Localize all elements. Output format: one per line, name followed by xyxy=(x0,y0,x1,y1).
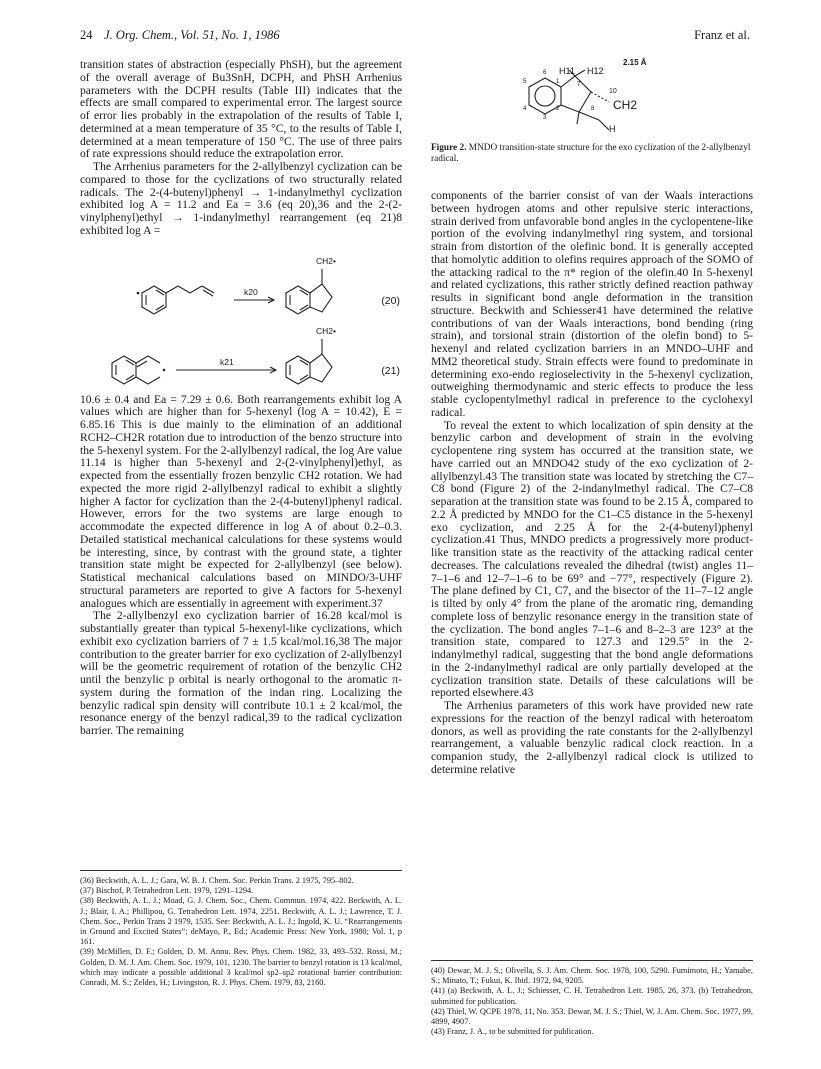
figure-atom-4: 4 xyxy=(523,106,527,112)
footnote-42: (42) Thiel, W. QCPE 1978, 11, No. 353. Dewar, M. J. S.; Thiel, W. J. Am. Chem. Soc. 1977, 99, 4899, 4907. xyxy=(431,1006,753,1027)
figure-2-caption xyxy=(431,143,753,165)
figure-atom-8: 8 xyxy=(591,106,595,112)
right-paragraph-3: The Arrhenius parameters of this work have provided new rate expressions for the reaction of the benzyl radical with heteroatom donors, as well as providing the rate constants for the 2-allylbenzyl rearrangement, a valuable benzylic radical clock reaction. In a companion study, the 2-allylbenzyl radical clock is utilized to determine relative xyxy=(431,699,753,776)
footnote-divider-right xyxy=(431,960,753,961)
footnote-36: (36) Beckwith, A. L. J.; Gara, W. B. J. Chem. Soc. Perkin Trans. 2 1975, 795–802. xyxy=(80,876,354,885)
footnote-37: (37) Bischof, P. Tetrahedron Lett. 1979, 1291–1294. xyxy=(80,886,254,896)
figure-h-label: H xyxy=(609,124,616,134)
footnote-41: (41) (a) Beckwith, A. L. J.; Schiesser, C. H. Tetrahedron Lett. 1985, 26, 373. (b) Tetrahedron, submitted for publication. xyxy=(431,986,753,1006)
running-header xyxy=(80,28,750,46)
ch2-radical-label-21: CH2• xyxy=(316,325,336,336)
figure-caption-text: MNDO transition-state structure for the exo cyclization of the 2-allylbenzyl radical. xyxy=(431,143,751,164)
figure-atom-6: 6 xyxy=(543,70,547,76)
figure-atom-7: 7 xyxy=(577,82,581,88)
running-authors: Franz et al. xyxy=(694,28,750,42)
equation-20-number: (20) xyxy=(381,294,400,307)
footnote-divider-left xyxy=(80,870,402,871)
footnote-40: (40) Dewar, M. J. S.; Olivella, S. J. Am. Chem. Soc. 1978, 100, 5290. Fumimoto, H.; Yamabe, S.; Minato, T.; Fukui, K. Ibid. 1972, 94, 9205. xyxy=(431,966,753,986)
rate-constant-k20: k20 xyxy=(244,286,258,297)
left-column xyxy=(80,59,402,738)
figure-2 xyxy=(505,58,675,150)
equation-21-number: (21) xyxy=(381,364,400,377)
reaction-scheme-drawing xyxy=(80,242,402,392)
journal-citation: J. Org. Chem., Vol. 51, No. 1, 1986 xyxy=(104,28,280,42)
reaction-scheme xyxy=(80,242,402,392)
right-paragraph-2: To reveal the extent to which localization of spin density at the benzylic carbon and development of strain in the evolving cyclopentene ring system has occurred at the transition state, we have carried out an MNDO42 study of the exo cyclization of 2-allylbenzyl.43 The transition state was located by stretching the C7–C8 bond (Figure 2) of the 2-indanylmethyl radical. The C7–C8 separation at the transition state was found to be 2.15 Å, compared to 2.2 Å predicted by MNDO for the C1–C5 distance in the 5-hexenyl exo cyclization, and 2.25 Å for the 2-(4-butenyl)phenyl cyclization.41 Thus, MNDO predicts a progressively more product-like transition state as the reactivity of the attacking radical center decreases. The calculations revealed the dihedral (twist) angles 11–7–1–6 and 12–7–1–6 to be 69° and −77°, respectively (Figure 2). The plane defined by C1, C7, and the bisector of the 11–7–12 angle is tilted by only 4° from the plane of the aromatic ring, demanding complete loss of benzylic resonance energy in the transition state of the cyclization. The bond angles 7–1–6 and 8–2–3 are 123° at the transition state, compared to 127.3 and 129.5° in the 2-indanylmethyl radical, suggesting that the bond angle deformations in the 2-indanylmethyl radical are only partially developed at the cyclization transition state. Details of these calculations will be reported elsewhere.43 xyxy=(431,418,753,700)
figure-h12-label: H12 xyxy=(587,66,604,76)
rate-constant-k21: k21 xyxy=(220,356,234,367)
footnotes-right xyxy=(431,966,753,1037)
right-paragraph-1: components of the barrier consist of van der Waals interactions between hydrogen atoms and other repulsive steric interactions, strain derived from unfavorable bond angles in the cyclopentene-like portion of the evolving indanylmethyl ring system, and torsional strain from distortion of the olefinic bond. It is generally accepted that homolytic addition to olefins requires approach of the SOMO of the attacking radical to the π* region of the olefin.40 In 5-hexenyl and related cyclizations, this rather strictly defined reaction pathway results in significant bond angle deformation in the transition structure. Beckwith and Schiesser41 have determined the relative contributions of van der Waals interactions, bond bending (ring strain), and torsional strain (distortion of the olefin bond) to 5-hexenyl and related cyclization barriers in an MNDO–UHF and MM2 theoretical study. Strain effects were found to predominate in determining exo-endo regioselectivity in the 5-hexenyl cyclization, outweighing thermodynamic and steric effects to produce the less stable cyclopentylmethyl radical in preference to the cyclohexyl radical. xyxy=(431,189,753,419)
footnote-39: (39) McMillen, D. F.; Golden, D. M. Annu. Rev. Phys. Chem. 1982, 33, 493–532. Rossi, M.; Golden, D. M. J. Am. Chem. Soc. 1979, 101, 1230. The barrier to benzyl rotation is 13 kcal/mol, which may indicate a possible additional 3 kcal/mol sp2–sp2 rotational barrier contribution: Conradi, M. S.; Zeldes, H.; Livingston, R. J. Phys. Chem. 1979, 83, 2160. xyxy=(80,947,402,988)
figure-h11-label: H11 xyxy=(559,66,575,76)
figure-atom-1: 1 xyxy=(556,79,560,85)
left-paragraph-2: The Arrhenius parameters for the 2-allylbenzyl cyclization can be compared to those for the cyclizations of two structurally related radicals. The 2-(4-butenyl)phenyl → 1-indanylmethyl cyclization exhibited log A = 11.2 and Ea = 3.6 (eq 20),36 and the 2-(2-vinylphenyl)ethyl → 1-indanylmethyl rearrangement (eq 21)8 exhibited log A = xyxy=(80,160,402,237)
figure-bond-distance: 2.15 Å xyxy=(623,58,647,67)
page-number: 24 xyxy=(80,28,93,42)
left-paragraph-3: 10.6 ± 0.4 and Ea = 7.29 ± 0.6. Both rearrangements exhibit log A values which are higher than for 5-hexenyl (log A = 10.42), E = 6.85.16 This is due mainly to the elimination of an additional RCH2–CH2R rotation due to introduction of the benzo structure into the 5-hexenyl system. For the 2-allylbenzyl radical, the log Are value 11.14 is higher than 5-hexenyl and 2-(2-vinylphenyl)ethyl, as expected from the essentially frozen benzylic CH2 rotation. We had expected the more rigid 2-allylbenzyl radical to exhibit a slightly higher A factor for cyclization than the 2-(4-butenyl)phenyl radical. However, errors for the two systems are large enough to accommodate the expected difference in log A of about 0.2–0.3. Detailed statistical mechanical calculations for these systems would be interesting, since, by contrast with the ground state, a tighter transition state might be expected for 2-allylbenzyl (see below). Statistical mechanical calculations based on MINDO/3-UHF structural parameters are reported to give A factors for 5-hexenyl analogues which are essentially in agreement with experiment.37 xyxy=(80,392,402,610)
left-paragraph-4: The 2-allylbenzyl exo cyclization barrier of 16.28 kcal/mol is substantially greater than typical 5-hexenyl-like cyclizations, which exhibit exo cyclization barriers of 7 ± 1.5 kcal/mol.16,38 The major contribution to the greater barrier for exo cyclization of 2-allylbenzyl will be the geometric requirement of rotation of the benzylic CH2 until the benzylic p orbital is nearly orthogonal to the aromatic π-system during the formation of the indan ring. Localizing the benzylic radical spin density will contribute 10.1 ± 2 kcal/mol, the resonance energy of the benzyl radical,39 to the radical cyclization barrier. The remaining xyxy=(80,609,402,737)
footnotes-left xyxy=(80,876,402,988)
footnote-43: (43) Franz, J. A., to be submitted for publication. xyxy=(431,1027,594,1037)
ch2-radical-label-20: CH2• xyxy=(316,255,336,266)
footnote-38: (38) Beckwith, A. L. J.; Moad, G. J. Chem. Soc., Chem. Commun. 1974, 422. Beckwith, A. L. J.; Blair, I. A.; Phillipou, G. Tetrahedron Lett. 1974, 2251. Beckwith, A. L. J.; Lawrence, T. J. Chem. Soc., Perkin Trans 2 1979, 1535. See: Beckwith, A. L. J.; Ingold, K. U. “Rearrangements in Ground and Excited States”; deMayo, P., Ed.; Academic Press: New York, 1980; Vol. 1, p 161. xyxy=(80,896,402,947)
figure-c10-label: 10 xyxy=(609,88,617,95)
figure-ch2-label: CH2 xyxy=(613,98,638,112)
figure-atom-3: 3 xyxy=(543,115,547,121)
figure-atom-2: 2 xyxy=(556,106,560,112)
left-paragraph-1: transition states of abstraction (especially PhSH), but the agreement of the overall average of Bu3SnH, DCPH, and PhSH Arrhenius parameters with the DCPH results (Table III) indicates that the effects are small compared to experimental error. The largest source of error lies probably in the extrapolation of the results of Table I, determined at a mean temperature of 35 °C, to the results of Table I, determined at a mean temperature of 150 °C. The use of three pairs of rate expressions should reduce the extrapolation error. xyxy=(80,58,402,161)
right-column xyxy=(431,190,753,777)
figure-caption-label: Figure 2. xyxy=(431,143,467,153)
figure-atom-5: 5 xyxy=(523,79,527,85)
